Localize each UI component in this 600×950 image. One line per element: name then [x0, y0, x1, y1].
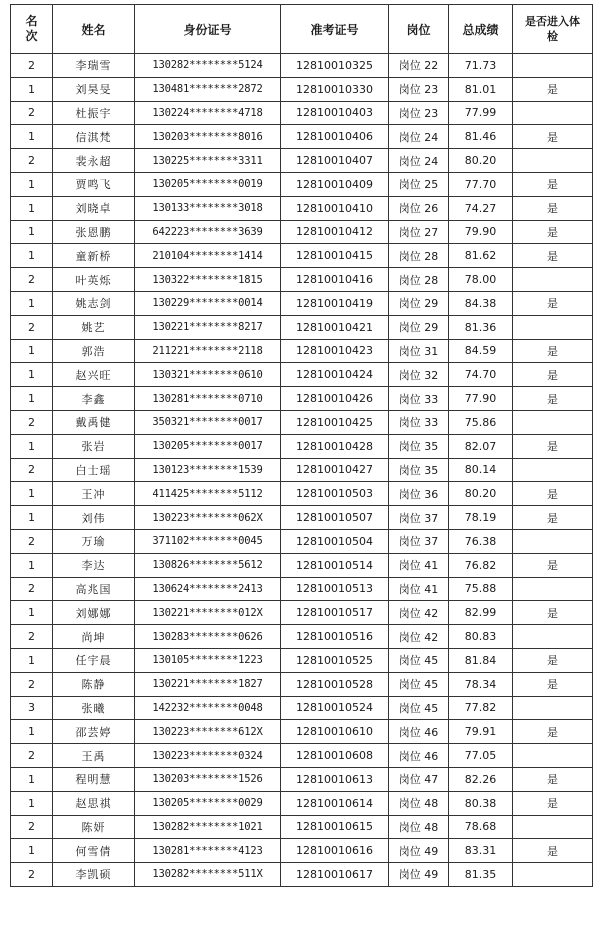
cell-id: 130221********8217	[135, 315, 281, 339]
cell-rank: 1	[11, 434, 53, 458]
cell-score: 80.83	[449, 625, 513, 649]
cell-exam: 12810010409	[281, 172, 389, 196]
cell-post: 岗位 45	[389, 672, 449, 696]
cell-post: 岗位 23	[389, 77, 449, 101]
cell-name: 任宇晨	[53, 648, 135, 672]
cell-pass: 是	[513, 648, 593, 672]
cell-rank: 1	[11, 506, 53, 530]
cell-score: 77.70	[449, 172, 513, 196]
cell-pass: 是	[513, 77, 593, 101]
cell-post: 岗位 45	[389, 648, 449, 672]
cell-post: 岗位 45	[389, 696, 449, 720]
header-id	[135, 5, 281, 54]
cell-exam: 12810010424	[281, 363, 389, 387]
cell-exam: 12810010412	[281, 220, 389, 244]
cell-id: 130624********2413	[135, 577, 281, 601]
cell-rank: 1	[11, 363, 53, 387]
table-row	[11, 410, 593, 434]
cell-rank: 2	[11, 458, 53, 482]
cell-post: 岗位 48	[389, 815, 449, 839]
table-row	[11, 339, 593, 363]
cell-pass	[513, 410, 593, 434]
cell-name: 李鑫	[53, 387, 135, 411]
cell-pass	[513, 696, 593, 720]
cell-name: 裴永超	[53, 149, 135, 173]
cell-id: 130123********1539	[135, 458, 281, 482]
cell-score: 75.88	[449, 577, 513, 601]
cell-name: 刘娜娜	[53, 601, 135, 625]
cell-id: 130223********062X	[135, 506, 281, 530]
table-row	[11, 577, 593, 601]
table-row	[11, 506, 593, 530]
cell-rank: 2	[11, 744, 53, 768]
cell-exam: 12810010503	[281, 482, 389, 506]
cell-rank: 1	[11, 339, 53, 363]
cell-score: 81.84	[449, 648, 513, 672]
cell-id: 130282********511X	[135, 863, 281, 887]
table-row	[11, 101, 593, 125]
cell-exam: 12810010528	[281, 672, 389, 696]
cell-exam: 12810010524	[281, 696, 389, 720]
cell-rank: 1	[11, 291, 53, 315]
cell-name: 王冲	[53, 482, 135, 506]
table-row	[11, 244, 593, 268]
cell-pass: 是	[513, 672, 593, 696]
cell-id: 130205********0029	[135, 791, 281, 815]
cell-name: 高兆国	[53, 577, 135, 601]
cell-exam: 12810010421	[281, 315, 389, 339]
cell-score: 78.34	[449, 672, 513, 696]
results-table	[10, 4, 593, 887]
cell-score: 81.35	[449, 863, 513, 887]
cell-score: 74.27	[449, 196, 513, 220]
cell-id: 130224********4718	[135, 101, 281, 125]
cell-rank: 2	[11, 410, 53, 434]
header-rank	[11, 5, 53, 54]
cell-id: 130203********8016	[135, 125, 281, 149]
cell-post: 岗位 46	[389, 720, 449, 744]
cell-pass: 是	[513, 839, 593, 863]
cell-pass	[513, 458, 593, 482]
table-row	[11, 767, 593, 791]
cell-rank: 2	[11, 54, 53, 78]
cell-post: 岗位 35	[389, 434, 449, 458]
cell-post: 岗位 27	[389, 220, 449, 244]
cell-name: 陈静	[53, 672, 135, 696]
cell-score: 77.90	[449, 387, 513, 411]
cell-name: 李达	[53, 553, 135, 577]
header-id-label: 身份证号	[183, 22, 232, 37]
cell-id: 350321********0017	[135, 410, 281, 434]
cell-id: 130223********612X	[135, 720, 281, 744]
cell-pass	[513, 268, 593, 292]
cell-exam: 12810010330	[281, 77, 389, 101]
cell-rank: 2	[11, 268, 53, 292]
cell-pass: 是	[513, 363, 593, 387]
cell-rank: 2	[11, 577, 53, 601]
cell-post: 岗位 24	[389, 125, 449, 149]
cell-id: 642223********3639	[135, 220, 281, 244]
cell-score: 80.20	[449, 149, 513, 173]
table-row	[11, 434, 593, 458]
cell-score: 81.62	[449, 244, 513, 268]
cell-id: 130205********0017	[135, 434, 281, 458]
cell-pass: 是	[513, 601, 593, 625]
table-row	[11, 696, 593, 720]
cell-score: 78.68	[449, 815, 513, 839]
cell-name: 程明慧	[53, 767, 135, 791]
cell-post: 岗位 28	[389, 268, 449, 292]
cell-name: 刘昊旻	[53, 77, 135, 101]
cell-pass	[513, 315, 593, 339]
cell-pass: 是	[513, 244, 593, 268]
cell-post: 岗位 24	[389, 149, 449, 173]
cell-score: 76.38	[449, 529, 513, 553]
cell-post: 岗位 22	[389, 54, 449, 78]
cell-name: 刘伟	[53, 506, 135, 530]
cell-rank: 1	[11, 220, 53, 244]
cell-id: 130133********3018	[135, 196, 281, 220]
header-exam-label: 准考证号	[310, 22, 359, 37]
cell-score: 77.99	[449, 101, 513, 125]
cell-id: 130281********4123	[135, 839, 281, 863]
cell-post: 岗位 29	[389, 315, 449, 339]
cell-post: 岗位 37	[389, 506, 449, 530]
cell-pass	[513, 54, 593, 78]
cell-id: 130203********1526	[135, 767, 281, 791]
cell-exam: 12810010407	[281, 149, 389, 173]
cell-exam: 12810010425	[281, 410, 389, 434]
cell-id: 130321********0610	[135, 363, 281, 387]
cell-rank: 1	[11, 767, 53, 791]
cell-name: 杜振宇	[53, 101, 135, 125]
table-header	[11, 5, 593, 54]
cell-exam: 12810010608	[281, 744, 389, 768]
cell-post: 岗位 46	[389, 744, 449, 768]
cell-name: 姚艺	[53, 315, 135, 339]
cell-id: 371102********0045	[135, 529, 281, 553]
cell-name: 童新桥	[53, 244, 135, 268]
cell-id: 210104********1414	[135, 244, 281, 268]
header-post-label: 岗位	[406, 22, 431, 37]
cell-name: 张恩鹏	[53, 220, 135, 244]
cell-score: 80.20	[449, 482, 513, 506]
cell-exam: 12810010514	[281, 553, 389, 577]
cell-id: 130481********2872	[135, 77, 281, 101]
cell-pass: 是	[513, 553, 593, 577]
table-row	[11, 720, 593, 744]
cell-post: 岗位 25	[389, 172, 449, 196]
cell-post: 岗位 49	[389, 863, 449, 887]
cell-exam: 12810010616	[281, 839, 389, 863]
cell-id: 142232********0048	[135, 696, 281, 720]
cell-exam: 12810010416	[281, 268, 389, 292]
cell-pass: 是	[513, 339, 593, 363]
table-row	[11, 315, 593, 339]
cell-id: 130282********5124	[135, 54, 281, 78]
table-row	[11, 291, 593, 315]
table-row	[11, 744, 593, 768]
cell-id: 130281********0710	[135, 387, 281, 411]
cell-post: 岗位 32	[389, 363, 449, 387]
cell-post: 岗位 41	[389, 577, 449, 601]
cell-name: 刘晓卓	[53, 196, 135, 220]
cell-exam: 12810010427	[281, 458, 389, 482]
cell-score: 80.38	[449, 791, 513, 815]
table-row	[11, 601, 593, 625]
cell-pass	[513, 815, 593, 839]
cell-rank: 1	[11, 244, 53, 268]
cell-id: 211221********2118	[135, 339, 281, 363]
cell-post: 岗位 28	[389, 244, 449, 268]
cell-exam: 12810010403	[281, 101, 389, 125]
cell-id: 411425********5112	[135, 482, 281, 506]
table-row	[11, 553, 593, 577]
cell-rank: 1	[11, 125, 53, 149]
cell-score: 71.73	[449, 54, 513, 78]
cell-pass	[513, 529, 593, 553]
cell-id: 130826********5612	[135, 553, 281, 577]
cell-rank: 1	[11, 839, 53, 863]
cell-pass	[513, 577, 593, 601]
header-exam	[281, 5, 389, 54]
cell-rank: 1	[11, 553, 53, 577]
cell-post: 岗位 47	[389, 767, 449, 791]
cell-rank: 2	[11, 101, 53, 125]
cell-rank: 2	[11, 529, 53, 553]
cell-name: 陈妍	[53, 815, 135, 839]
cell-post: 岗位 29	[389, 291, 449, 315]
cell-name: 戴禹健	[53, 410, 135, 434]
cell-score: 81.01	[449, 77, 513, 101]
table-row	[11, 54, 593, 78]
cell-pass: 是	[513, 172, 593, 196]
cell-name: 李瑞雪	[53, 54, 135, 78]
cell-id: 130225********3311	[135, 149, 281, 173]
cell-id: 130205********0019	[135, 172, 281, 196]
cell-exam: 12810010525	[281, 648, 389, 672]
table-row	[11, 625, 593, 649]
cell-post: 岗位 48	[389, 791, 449, 815]
cell-pass: 是	[513, 196, 593, 220]
header-post	[389, 5, 449, 54]
cell-post: 岗位 42	[389, 625, 449, 649]
cell-name: 白士瑶	[53, 458, 135, 482]
table-row	[11, 77, 593, 101]
header-name	[53, 5, 135, 54]
cell-exam: 12810010617	[281, 863, 389, 887]
table-body	[11, 54, 593, 887]
cell-name: 王禹	[53, 744, 135, 768]
cell-rank: 1	[11, 196, 53, 220]
cell-id: 130229********0014	[135, 291, 281, 315]
cell-score: 80.14	[449, 458, 513, 482]
table-row	[11, 648, 593, 672]
table-row	[11, 220, 593, 244]
cell-score: 84.59	[449, 339, 513, 363]
header-score	[449, 5, 513, 54]
table-row	[11, 791, 593, 815]
cell-exam: 12810010516	[281, 625, 389, 649]
cell-exam: 12810010426	[281, 387, 389, 411]
cell-exam: 12810010613	[281, 767, 389, 791]
header-score-label: 总成绩	[462, 22, 499, 37]
cell-id: 130105********1223	[135, 648, 281, 672]
cell-name: 赵兴旺	[53, 363, 135, 387]
table-row	[11, 482, 593, 506]
cell-exam: 12810010325	[281, 54, 389, 78]
cell-score: 76.82	[449, 553, 513, 577]
cell-score: 81.36	[449, 315, 513, 339]
cell-name: 叶英烁	[53, 268, 135, 292]
table-row	[11, 172, 593, 196]
table-row	[11, 125, 593, 149]
cell-exam: 12810010406	[281, 125, 389, 149]
cell-exam: 12810010610	[281, 720, 389, 744]
cell-post: 岗位 26	[389, 196, 449, 220]
cell-pass: 是	[513, 791, 593, 815]
cell-score: 82.99	[449, 601, 513, 625]
cell-exam: 12810010415	[281, 244, 389, 268]
cell-pass: 是	[513, 482, 593, 506]
cell-id: 130283********0626	[135, 625, 281, 649]
cell-pass	[513, 101, 593, 125]
cell-score: 84.38	[449, 291, 513, 315]
cell-rank: 3	[11, 696, 53, 720]
cell-rank: 1	[11, 482, 53, 506]
cell-pass	[513, 744, 593, 768]
cell-post: 岗位 33	[389, 410, 449, 434]
cell-name: 赵思祺	[53, 791, 135, 815]
cell-post: 岗位 49	[389, 839, 449, 863]
cell-score: 79.91	[449, 720, 513, 744]
cell-exam: 12810010410	[281, 196, 389, 220]
table-row	[11, 839, 593, 863]
cell-pass: 是	[513, 220, 593, 244]
cell-score: 79.90	[449, 220, 513, 244]
cell-exam: 12810010615	[281, 815, 389, 839]
cell-score: 82.26	[449, 767, 513, 791]
cell-post: 岗位 36	[389, 482, 449, 506]
cell-exam: 12810010423	[281, 339, 389, 363]
cell-name: 尚坤	[53, 625, 135, 649]
cell-name: 贾鸣飞	[53, 172, 135, 196]
header-pass	[513, 5, 593, 54]
cell-pass: 是	[513, 387, 593, 411]
cell-pass: 是	[513, 767, 593, 791]
header-pass-label: 是否进入体检	[525, 15, 580, 43]
cell-rank: 2	[11, 625, 53, 649]
cell-id: 130221********1827	[135, 672, 281, 696]
header-row	[11, 5, 593, 54]
cell-exam: 12810010504	[281, 529, 389, 553]
cell-post: 岗位 23	[389, 101, 449, 125]
cell-exam: 12810010507	[281, 506, 389, 530]
cell-exam: 12810010513	[281, 577, 389, 601]
cell-pass: 是	[513, 125, 593, 149]
table-row	[11, 268, 593, 292]
cell-post: 岗位 42	[389, 601, 449, 625]
cell-exam: 12810010428	[281, 434, 389, 458]
cell-name: 张岩	[53, 434, 135, 458]
cell-rank: 1	[11, 720, 53, 744]
cell-rank: 1	[11, 601, 53, 625]
cell-rank: 1	[11, 77, 53, 101]
cell-id: 130223********0324	[135, 744, 281, 768]
table-row	[11, 363, 593, 387]
cell-pass	[513, 863, 593, 887]
cell-name: 万瑜	[53, 529, 135, 553]
cell-name: 姚志剑	[53, 291, 135, 315]
cell-score: 83.31	[449, 839, 513, 863]
cell-score: 75.86	[449, 410, 513, 434]
table-row	[11, 387, 593, 411]
header-name-label: 姓名	[81, 22, 106, 37]
cell-pass	[513, 625, 593, 649]
cell-id: 130221********012X	[135, 601, 281, 625]
cell-score: 78.19	[449, 506, 513, 530]
cell-score: 78.00	[449, 268, 513, 292]
cell-name: 李凯硕	[53, 863, 135, 887]
cell-pass: 是	[513, 434, 593, 458]
table-row	[11, 672, 593, 696]
cell-rank: 2	[11, 315, 53, 339]
table-row	[11, 458, 593, 482]
cell-rank: 2	[11, 815, 53, 839]
cell-score: 77.82	[449, 696, 513, 720]
table-row	[11, 529, 593, 553]
cell-name: 郭浩	[53, 339, 135, 363]
cell-post: 岗位 37	[389, 529, 449, 553]
cell-post: 岗位 35	[389, 458, 449, 482]
cell-exam: 12810010614	[281, 791, 389, 815]
cell-score: 77.05	[449, 744, 513, 768]
cell-post: 岗位 33	[389, 387, 449, 411]
cell-id: 130282********1021	[135, 815, 281, 839]
cell-post: 岗位 41	[389, 553, 449, 577]
cell-rank: 1	[11, 172, 53, 196]
table-row	[11, 196, 593, 220]
cell-exam: 12810010517	[281, 601, 389, 625]
cell-rank: 1	[11, 387, 53, 411]
header-rank-label: 名次	[25, 14, 38, 43]
cell-score: 74.70	[449, 363, 513, 387]
cell-rank: 2	[11, 863, 53, 887]
cell-pass: 是	[513, 506, 593, 530]
table-row	[11, 863, 593, 887]
cell-pass: 是	[513, 291, 593, 315]
table-row	[11, 149, 593, 173]
cell-pass	[513, 149, 593, 173]
cell-post: 岗位 31	[389, 339, 449, 363]
cell-rank: 2	[11, 149, 53, 173]
cell-name: 信淇梵	[53, 125, 135, 149]
cell-pass: 是	[513, 720, 593, 744]
cell-id: 130322********1815	[135, 268, 281, 292]
cell-exam: 12810010419	[281, 291, 389, 315]
cell-name: 邵芸婷	[53, 720, 135, 744]
table-row	[11, 815, 593, 839]
cell-score: 81.46	[449, 125, 513, 149]
cell-score: 82.07	[449, 434, 513, 458]
cell-name: 张曦	[53, 696, 135, 720]
cell-rank: 1	[11, 648, 53, 672]
cell-name: 何雪倩	[53, 839, 135, 863]
cell-rank: 1	[11, 791, 53, 815]
cell-rank: 2	[11, 672, 53, 696]
